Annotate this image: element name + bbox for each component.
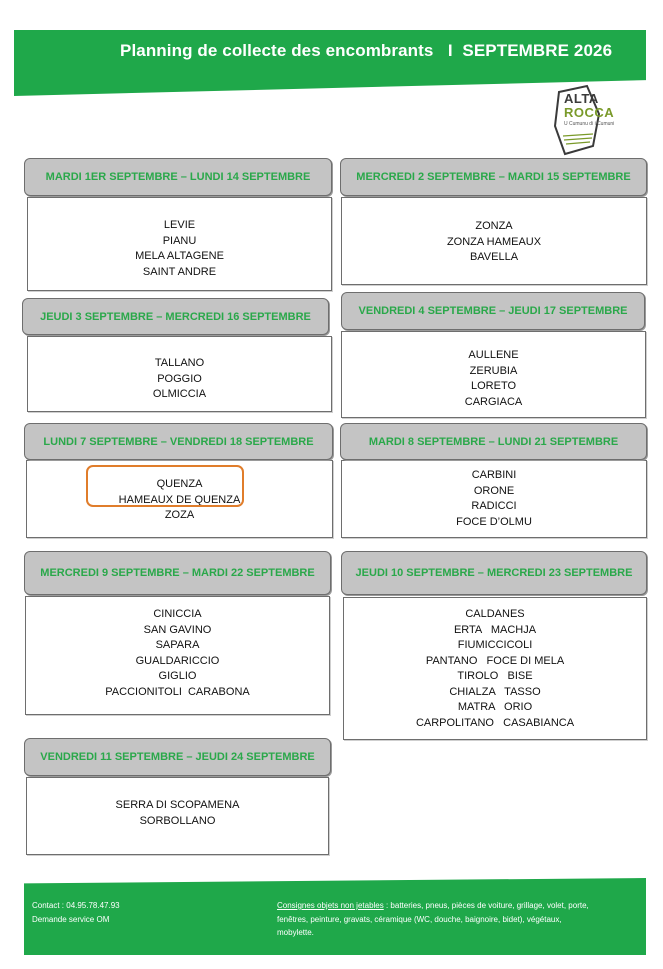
commune-item: ZOZA — [164, 509, 195, 521]
schedule-card-title: VENDREDI 11 SEPTEMBRE – JEUDI 24 SEPTEMBRE — [24, 738, 331, 776]
service-label: Demande service OM — [32, 915, 110, 924]
commune-item: LORETO — [470, 380, 517, 392]
commune-item: GUALDARICCIO — [135, 654, 220, 667]
commune-item: ORONE — [473, 484, 515, 497]
commune-item: POGGIO — [157, 372, 202, 385]
logo-text-alta: ALTA — [564, 91, 599, 106]
commune-item: PANTANO FOCE DI MELA — [425, 654, 565, 667]
schedule-card-body — [27, 336, 332, 412]
schedule-card-title: MARDI 8 SEPTEMBRE – LUNDI 21 SEPTEMBRE — [340, 423, 647, 460]
commune-item: BAVELLA — [469, 251, 519, 263]
footer-consignes — [277, 899, 597, 940]
commune-item: CARGIACA — [464, 395, 523, 408]
commune-item: ERTA MACHJA — [453, 623, 537, 636]
logo-text-rocca: ROCCA — [564, 105, 615, 120]
page-title: Planning de collecte des encombrants I SEPTEMBRE 2026 — [120, 41, 613, 60]
schedule-card-title: MERCREDI 9 SEPTEMBRE – MARDI 22 SEPTEMBRE — [24, 551, 331, 595]
consignes-text: : batteries, pneus, pièces de voiture, grillage, volet, porte, fenêtres, peinture, gravats, céramique (WC, douche, baignoire, bidet), végétaux, mobylette. — [277, 901, 589, 937]
commune-item: AULLENE — [468, 349, 519, 361]
schedule-card-body — [341, 197, 647, 285]
commune-item: FIUMICCICOLI — [457, 639, 533, 651]
commune-item: OLMICCIA — [152, 388, 207, 400]
commune-item: CARBINI — [471, 469, 517, 481]
schedule-card-title: MARDI 1ER SEPTEMBRE – LUNDI 14 SEPTEMBRE — [24, 158, 332, 196]
footer-contact — [32, 899, 120, 927]
commune-item: FOCE D’OLMU — [456, 515, 532, 528]
schedule-card-title: LUNDI 7 SEPTEMBRE – VENDREDI 18 SEPTEMBRE — [24, 423, 333, 460]
commune-item: SERRA DI SCOPAMENA — [115, 799, 240, 811]
commune-item: PIANU — [162, 234, 197, 247]
contact-phone: Contact : 04.95.78.47.93 — [32, 901, 120, 910]
logo-subtitle: U Cumunu di i Cumuni — [564, 121, 615, 127]
commune-item: ZONZA HAMEAUX — [446, 235, 542, 248]
commune-item: MATRA ORIO — [457, 701, 533, 713]
commune-item: SAN GAVINO — [143, 623, 212, 636]
commune-item: ZONZA — [475, 220, 513, 232]
commune-item: ZERUBIA — [469, 364, 518, 377]
commune-item: CINICCIA — [153, 608, 202, 620]
commune-item: TALLANO — [154, 357, 205, 369]
schedule-card-body — [27, 197, 332, 291]
alta-rocca-logo — [545, 84, 633, 162]
schedule-card-body — [343, 597, 647, 740]
commune-item: RADICCI — [471, 500, 517, 512]
commune-item: QUENZA — [156, 478, 203, 490]
schedule-card-body — [341, 460, 647, 538]
schedule-card-body — [25, 596, 330, 715]
commune-item: CHIALZA TASSO — [449, 685, 541, 698]
commune-item: CALDANES — [465, 608, 525, 620]
schedule-card-title: MERCREDI 2 SEPTEMBRE – MARDI 15 SEPTEMBRE — [340, 158, 647, 196]
schedule-card-title: VENDREDI 4 SEPTEMBRE – JEUDI 17 SEPTEMBRE — [341, 292, 645, 330]
consignes-label: Consignes objets non jetables — [277, 901, 384, 910]
commune-item: HAMEAUX DE QUENZA — [118, 493, 241, 506]
highlight-box — [86, 465, 244, 507]
schedule-card-title: JEUDI 10 SEPTEMBRE – MERCREDI 23 SEPTEMBRE — [341, 551, 647, 595]
commune-item: MELA ALTAGENE — [135, 250, 224, 262]
commune-item: CARPOLITANO CASABIANCA — [415, 716, 575, 729]
schedule-card-body — [341, 331, 646, 418]
commune-item: TIROLO BISE — [457, 670, 533, 682]
schedule-card-body — [26, 777, 329, 855]
commune-item: PACCIONITOLI CARABONA — [105, 685, 250, 698]
commune-item: SAPARA — [155, 639, 200, 651]
commune-item: GIGLIO — [158, 670, 197, 682]
commune-item: SAINT ANDRE — [142, 265, 217, 278]
schedule-card-title: JEUDI 3 SEPTEMBRE – MERCREDI 16 SEPTEMBRE — [22, 298, 329, 335]
commune-item: SORBOLLANO — [139, 814, 216, 827]
commune-item: LEVIE — [163, 219, 196, 231]
